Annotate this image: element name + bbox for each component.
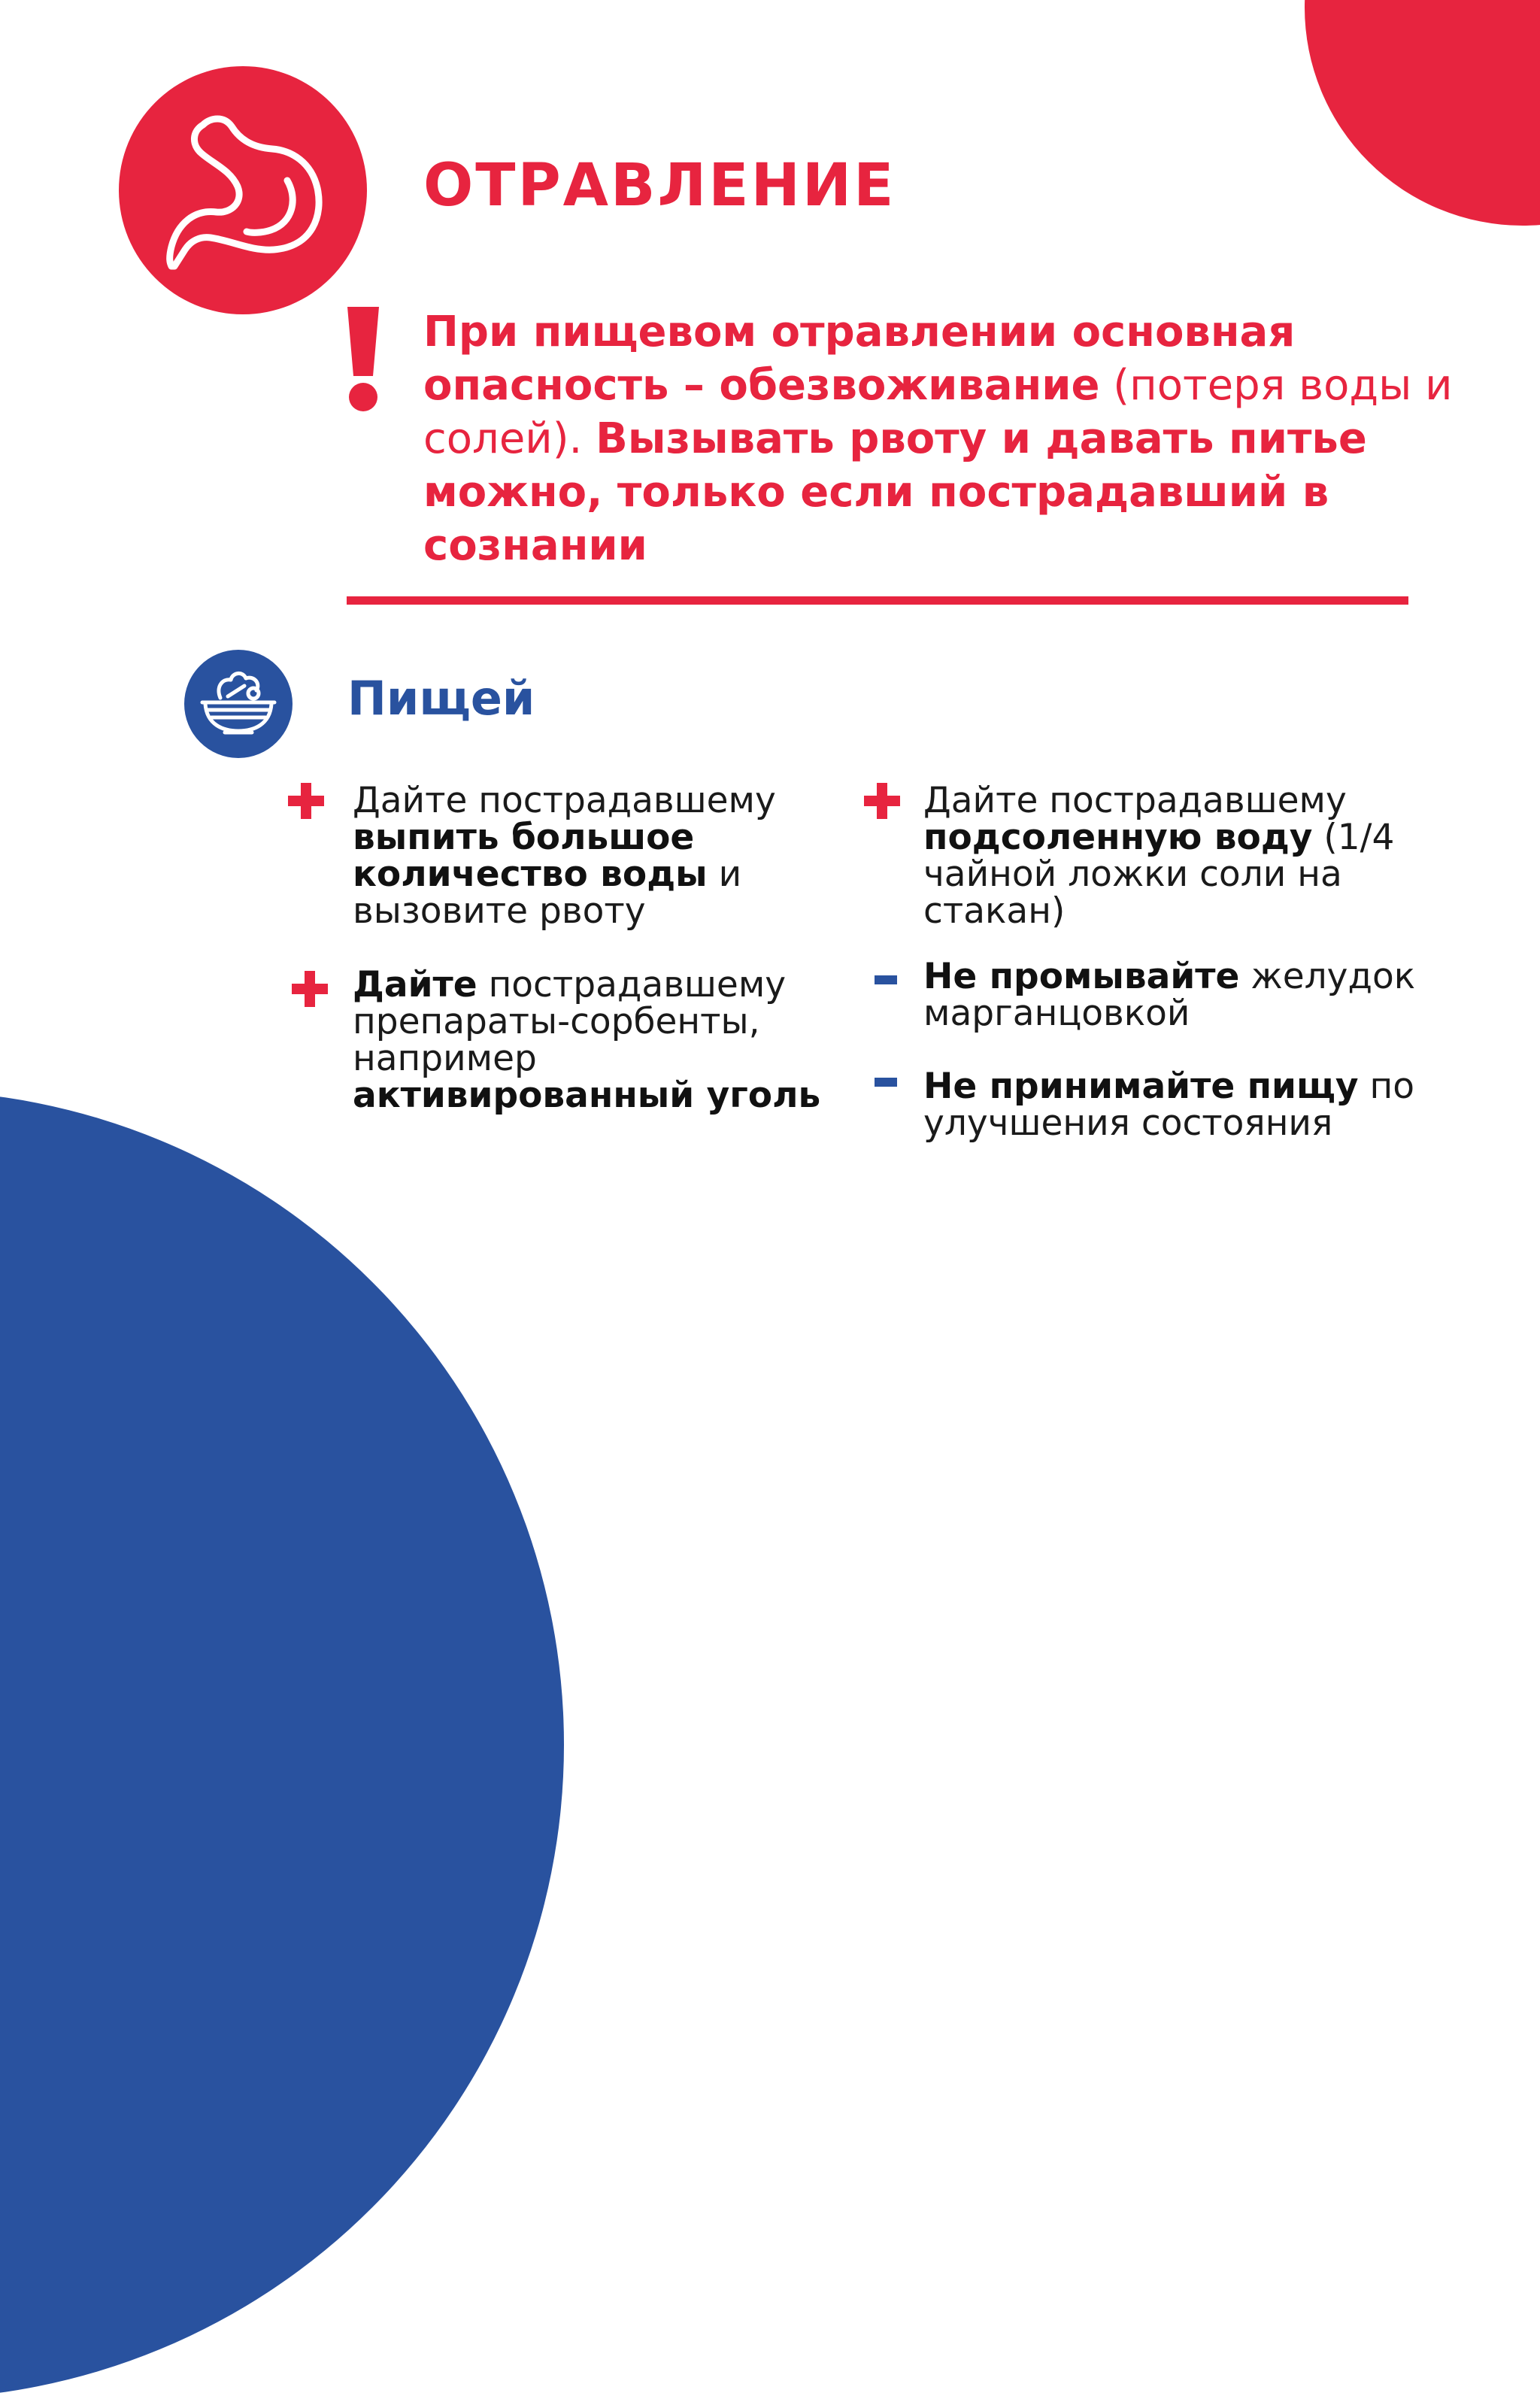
food-bowl-icon: [184, 650, 293, 758]
item-text: и вызовите рвоту: [353, 854, 742, 932]
item-text-bold: Не принимайте пищу: [923, 1066, 1359, 1107]
minus-icon: [875, 975, 897, 984]
plus-icon: [864, 783, 900, 819]
food-badge: [184, 650, 293, 758]
list-item: [923, 1068, 1420, 1142]
item-text-bold: подсоленную воду: [923, 817, 1313, 858]
warning-light-1: (потеря воды и солей).: [423, 361, 1453, 463]
warning-text: [423, 305, 1491, 572]
warning-bold-2: Вызывать рвоту и давать питье можно, только если пострадавший в сознании: [423, 414, 1367, 570]
stomach-icon: [119, 66, 367, 314]
item-text: Дайте пострадавшему: [923, 780, 1347, 821]
section-title: Пищей: [347, 671, 535, 726]
item-text-bold: активированный уголь: [353, 1075, 821, 1116]
item-text: желудок марганцовкой: [923, 956, 1416, 1034]
item-text: (1/4 чайной ложки соли на стакан): [923, 817, 1395, 932]
warning-bold-1: При пищевом отравлении основная опасность – обезвоживание: [423, 308, 1296, 410]
decorative-red-circle: [1305, 0, 1540, 226]
stomach-badge: [119, 66, 367, 314]
list-item: [923, 958, 1450, 1032]
item-text-bold: Дайте: [353, 964, 477, 1005]
plus-icon: [288, 783, 324, 819]
list-item: [353, 782, 834, 930]
item-text-bold: Не промывайте: [923, 956, 1240, 997]
plus-icon: [292, 971, 328, 1007]
decorative-blue-circle: [0, 1090, 564, 2399]
item-text: Дайте пострадавшему: [353, 780, 776, 821]
page-title: ОТРАВЛЕНИЕ: [423, 152, 896, 220]
divider: [347, 596, 1408, 605]
list-item: [923, 782, 1420, 930]
item-text: по улучшения состояния: [923, 1066, 1415, 1144]
item-text: пострадавшему препараты-сорбенты, например: [353, 964, 787, 1079]
list-item: [353, 966, 834, 1114]
minus-icon: [875, 1078, 897, 1087]
exclamation-icon: [344, 307, 382, 412]
item-text-bold: выпить большое количество воды: [353, 817, 708, 895]
